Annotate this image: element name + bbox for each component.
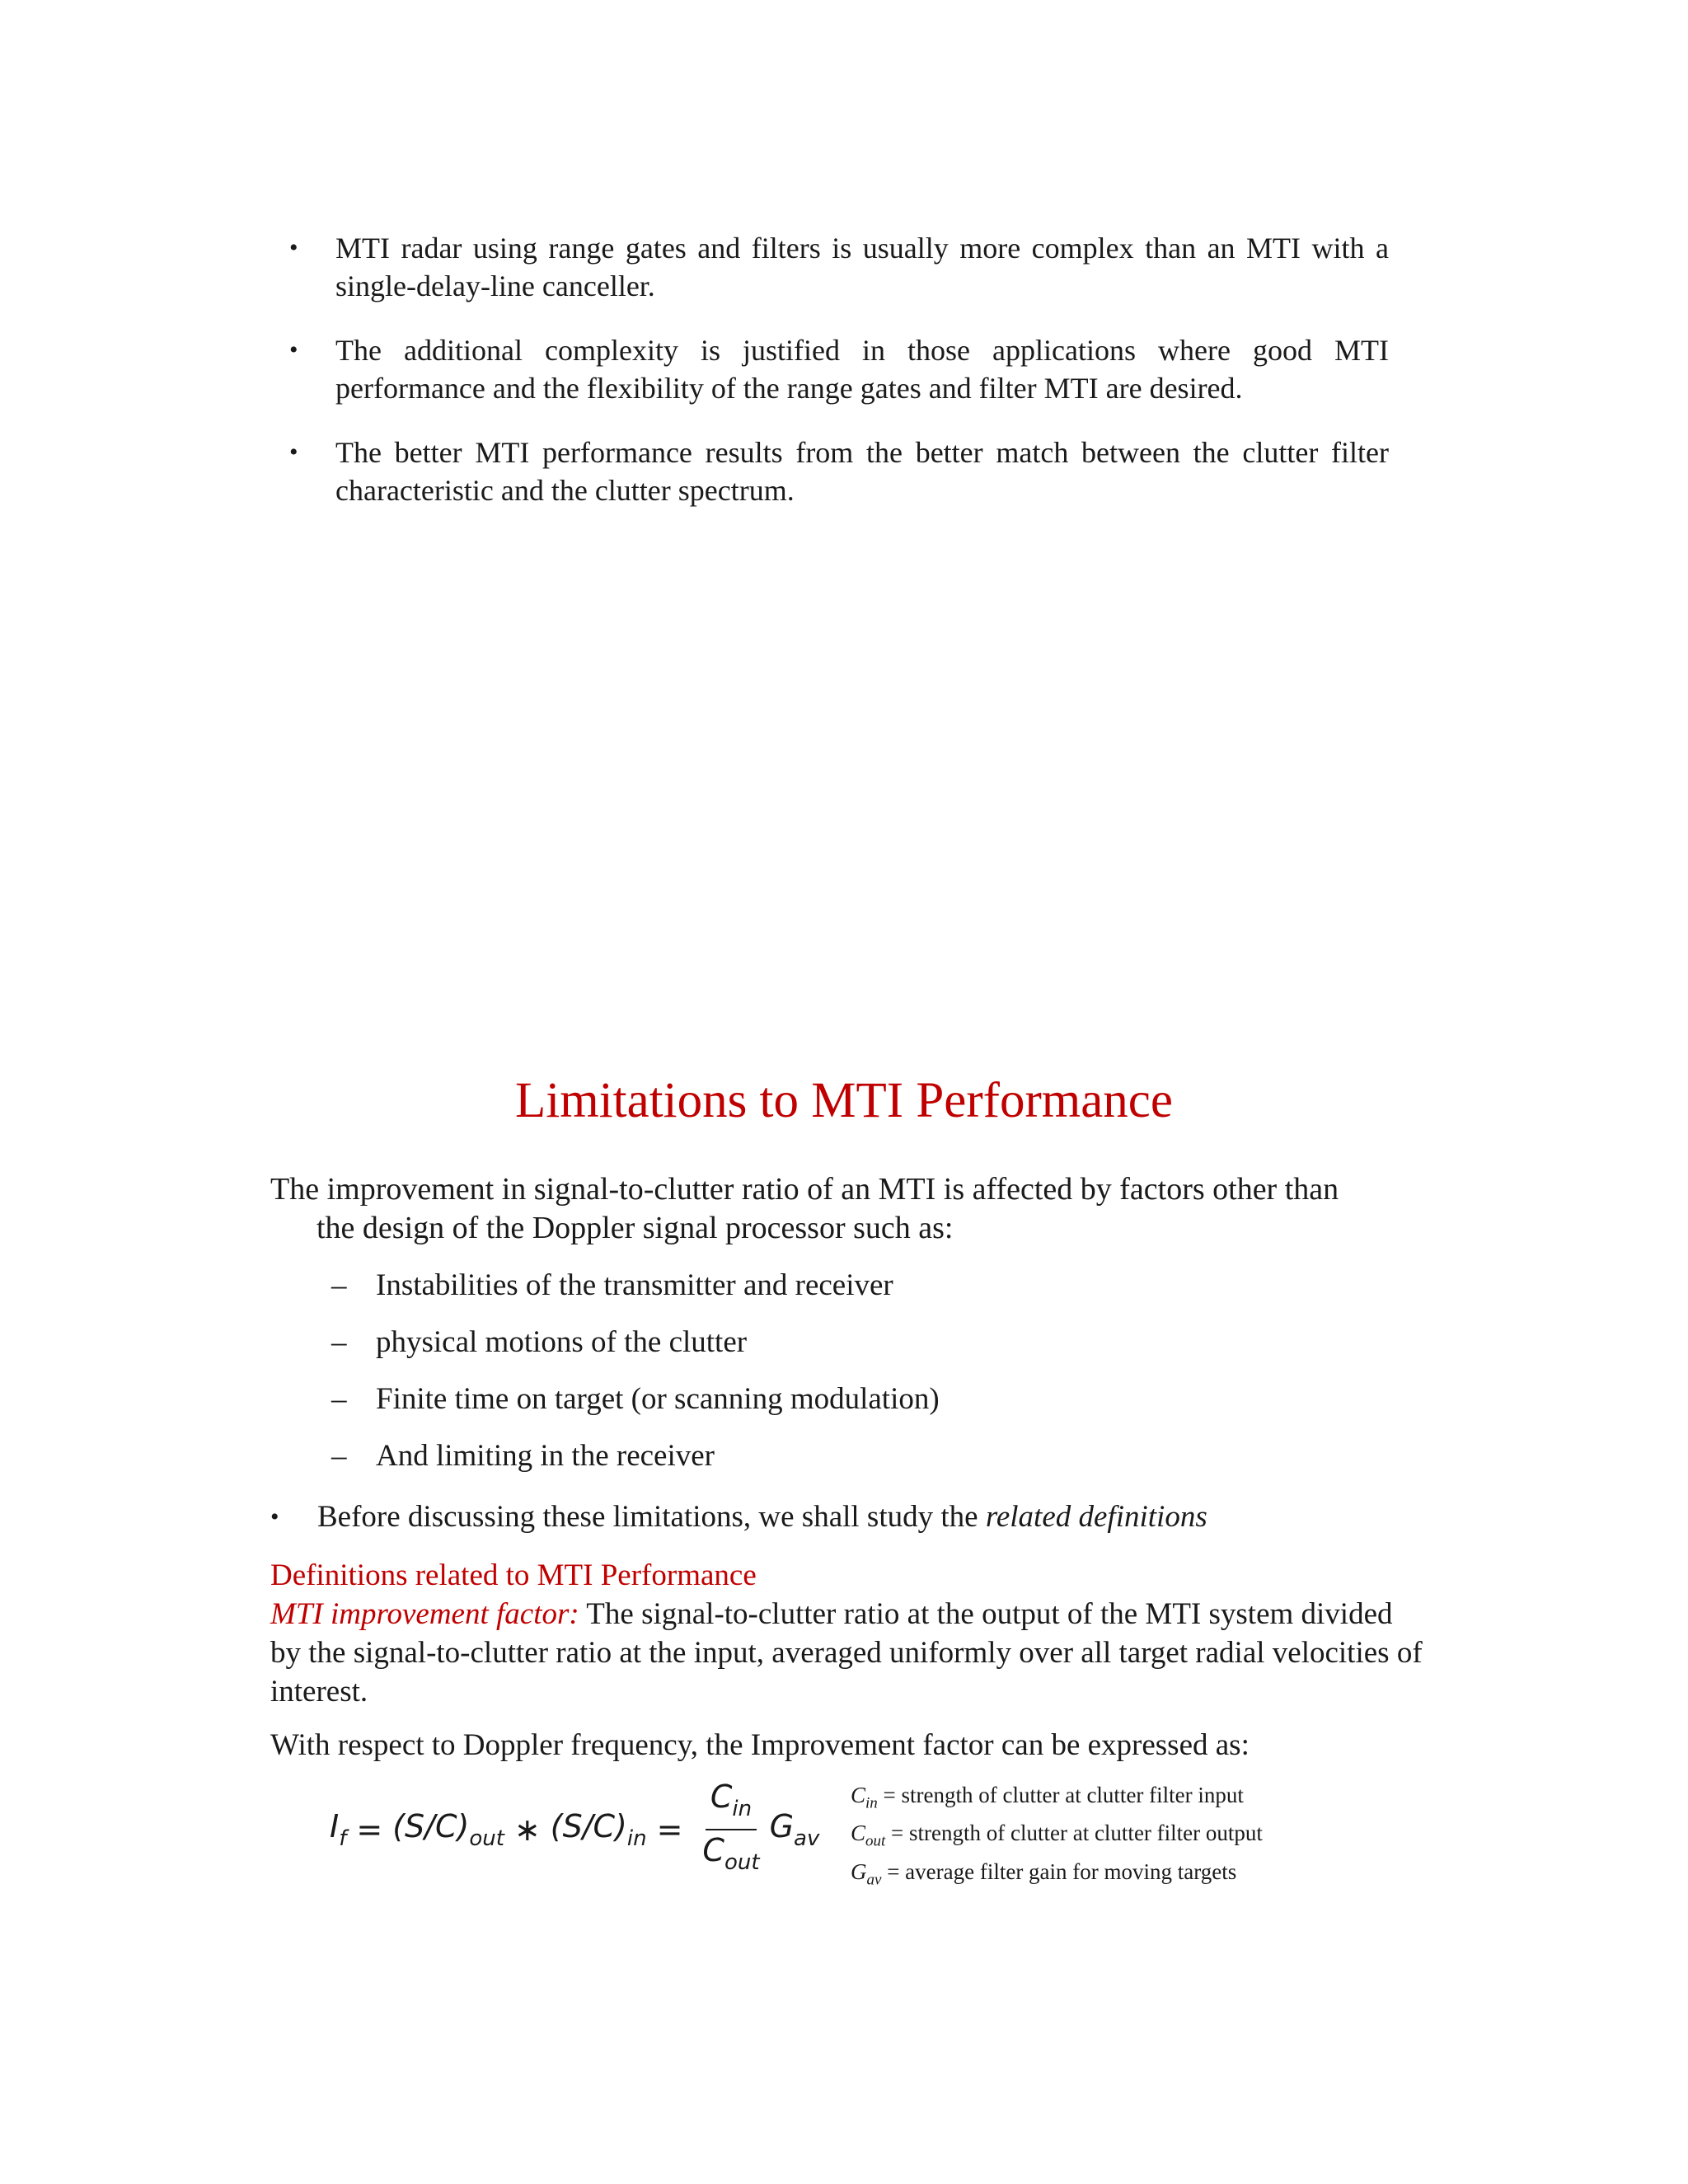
improvement-factor-formula: [330, 1780, 819, 1879]
before-discussing-text: [270, 1498, 1424, 1536]
formula-term-out: $(S/C)_{out}$: [392, 1808, 504, 1851]
factor-item: [331, 1324, 1320, 1380]
bullet-marker: •: [289, 336, 298, 363]
definitions-block: [270, 1556, 1424, 1711]
definition-text: The signal-to-clutter ratio at the output of the MTI system divided by the signal-to-clutter ratio at the input, averaged uniformly over all target radial velocities of interest.: [270, 1597, 1423, 1708]
factor-text: Instabilities of the transmitter and receiver: [376, 1268, 893, 1302]
formula-legend: [851, 1780, 1362, 1895]
formula-lhs: $I_f$: [330, 1808, 347, 1851]
bullet-item: [276, 229, 1389, 305]
formula-term-in: $(S/C)_{in}$: [550, 1808, 647, 1851]
factor-list: [331, 1267, 1320, 1494]
bullet-item: [276, 331, 1389, 407]
factor-item: [331, 1437, 1320, 1494]
bullet-item: [276, 434, 1389, 509]
bullet-marker: •: [289, 438, 298, 466]
bullet-marker: •: [289, 234, 298, 261]
bullet-marker: •: [270, 1503, 279, 1530]
factor-text: physical motions of the clutter: [376, 1325, 748, 1359]
definitions-heading: Definitions related to MTI Performance: [270, 1558, 757, 1592]
formula-fraction: [697, 1779, 764, 1881]
formula-times: ∗: [513, 1811, 541, 1848]
dash-marker: –: [331, 1439, 347, 1473]
factor-text: Finite time on target (or scanning modulation): [376, 1382, 940, 1416]
dash-marker: –: [331, 1325, 347, 1359]
respect-line: With respect to Doppler frequency, the Improvement factor can be expressed as:: [270, 1728, 1250, 1762]
formula-equals-2: =: [656, 1811, 683, 1848]
fraction-denominator: $C_{out}$: [702, 1832, 760, 1875]
section-title: Limitations to MTI Performance: [515, 1073, 1173, 1128]
related-definitions-emphasis: related definitions: [985, 1500, 1207, 1534]
formula-equals: =: [356, 1811, 383, 1848]
bullet-text: The better MTI performance results from the better match between the clutter filter characteristic and the clutter spectrum.: [335, 436, 1389, 507]
legend-item: $G_{av}$ = average filter gain for moving targets: [851, 1858, 1237, 1889]
legend-item: $C_{in}$ = strength of clutter at clutter filter input: [851, 1783, 1244, 1812]
factor-text: And limiting in the receiver: [376, 1439, 715, 1473]
before-discussing-bullet: [270, 1498, 1424, 1536]
legend-item: $C_{out}$ = strength of clutter at clutter filter output: [851, 1821, 1263, 1850]
bullet-text: MTI radar using range gates and filters is usually more complex than an MTI with a single-delay-line canceller.: [335, 232, 1389, 302]
definition-term: MTI improvement factor:: [270, 1597, 579, 1631]
top-bullet-list: [276, 229, 1389, 536]
before-text: Before discussing these limitations, we shall study the: [317, 1500, 978, 1534]
definition-paragraph: [270, 1595, 1424, 1711]
intro-line-1: The improvement in signal-to-clutter ratio of an MTI is affected by factors other than: [270, 1172, 1339, 1207]
bullet-text: The additional complexity is justified in those applications where good MTI performance and the flexibility of the range gates and filter MTI are desired.: [335, 334, 1389, 405]
intro-paragraph: [270, 1170, 1408, 1248]
dash-marker: –: [331, 1382, 347, 1416]
intro-line-2: the design of the Doppler signal processor such as:: [316, 1211, 954, 1245]
formula-gain: $G_{av}$: [769, 1808, 820, 1851]
factor-item: [331, 1380, 1320, 1437]
dash-marker: –: [331, 1268, 347, 1302]
fraction-numerator: $C_{in}$: [706, 1779, 757, 1830]
factor-item: [331, 1267, 1320, 1324]
